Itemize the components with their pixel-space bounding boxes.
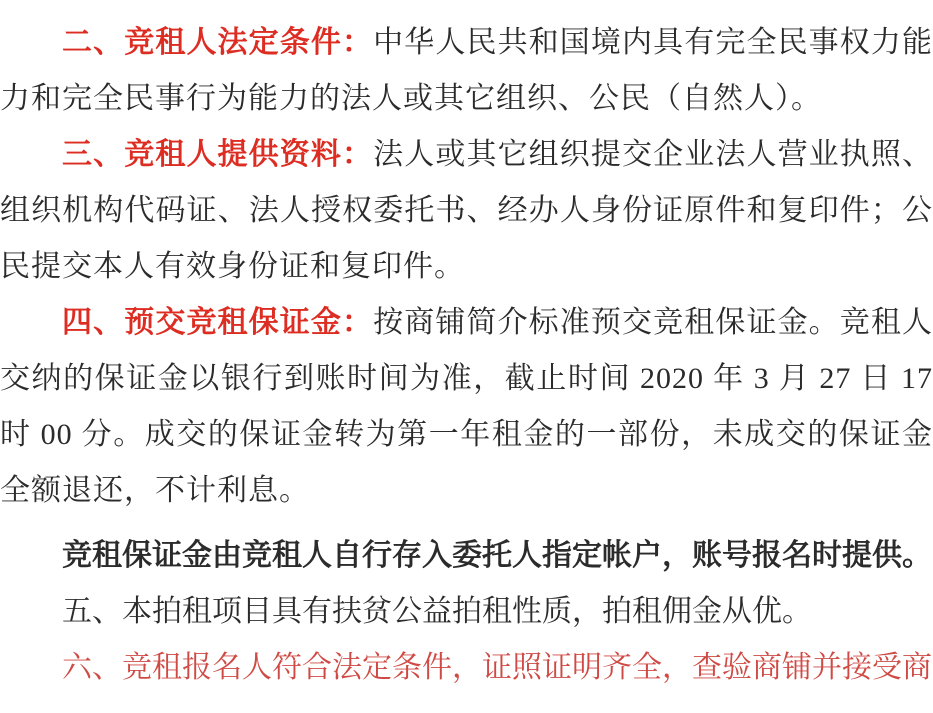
paragraph-item-six-registration: 六、竞租报名人符合法定条件，证照证明齐全，查验商铺并接受商: [62, 651, 932, 684]
section-body-deposit: 按商铺简介标准预交竞租保证金。竞租人交纳的保证金以银行到账时间为准，截止时间 2020 年 3 月 27 日 17 时 00 分。成交的保证金转为第一年租金的一部份，未成交的保证金全额退还，不计利息。: [0, 306, 933, 507]
section-heading-deposit: 四、预交竞租保证金：: [62, 306, 374, 339]
paragraph-item-five-charity: 五、本拍租项目具有扶贫公益拍租性质，拍租佣金从优。: [62, 595, 812, 628]
section-heading-legal-conditions: 二、竞租人法定条件：: [62, 26, 374, 59]
paragraph-deposit-prepayment: [0, 295, 933, 519]
paragraph-bidder-documents: [0, 127, 933, 295]
section-body-legal-conditions: 中华人民共和国境内具有完全民事权力能力和完全民事行为能力的法人或其它组织、公民（自然人）。: [0, 26, 933, 115]
paragraph-deposit-account-notice: 竞租保证金由竞租人自行存入委托人指定帐户，账号报名时提供。: [62, 539, 932, 572]
paragraph-bidder-legal-conditions: [0, 15, 933, 127]
section-heading-documents: 三、竞租人提供资料：: [62, 138, 374, 171]
section-body-documents: 法人或其它组织提交企业法人营业执照、组织机构代码证、法人授权委托书、经办人身份证原件和复印件；公民提交本人有效身份证和复印件。: [0, 138, 933, 283]
